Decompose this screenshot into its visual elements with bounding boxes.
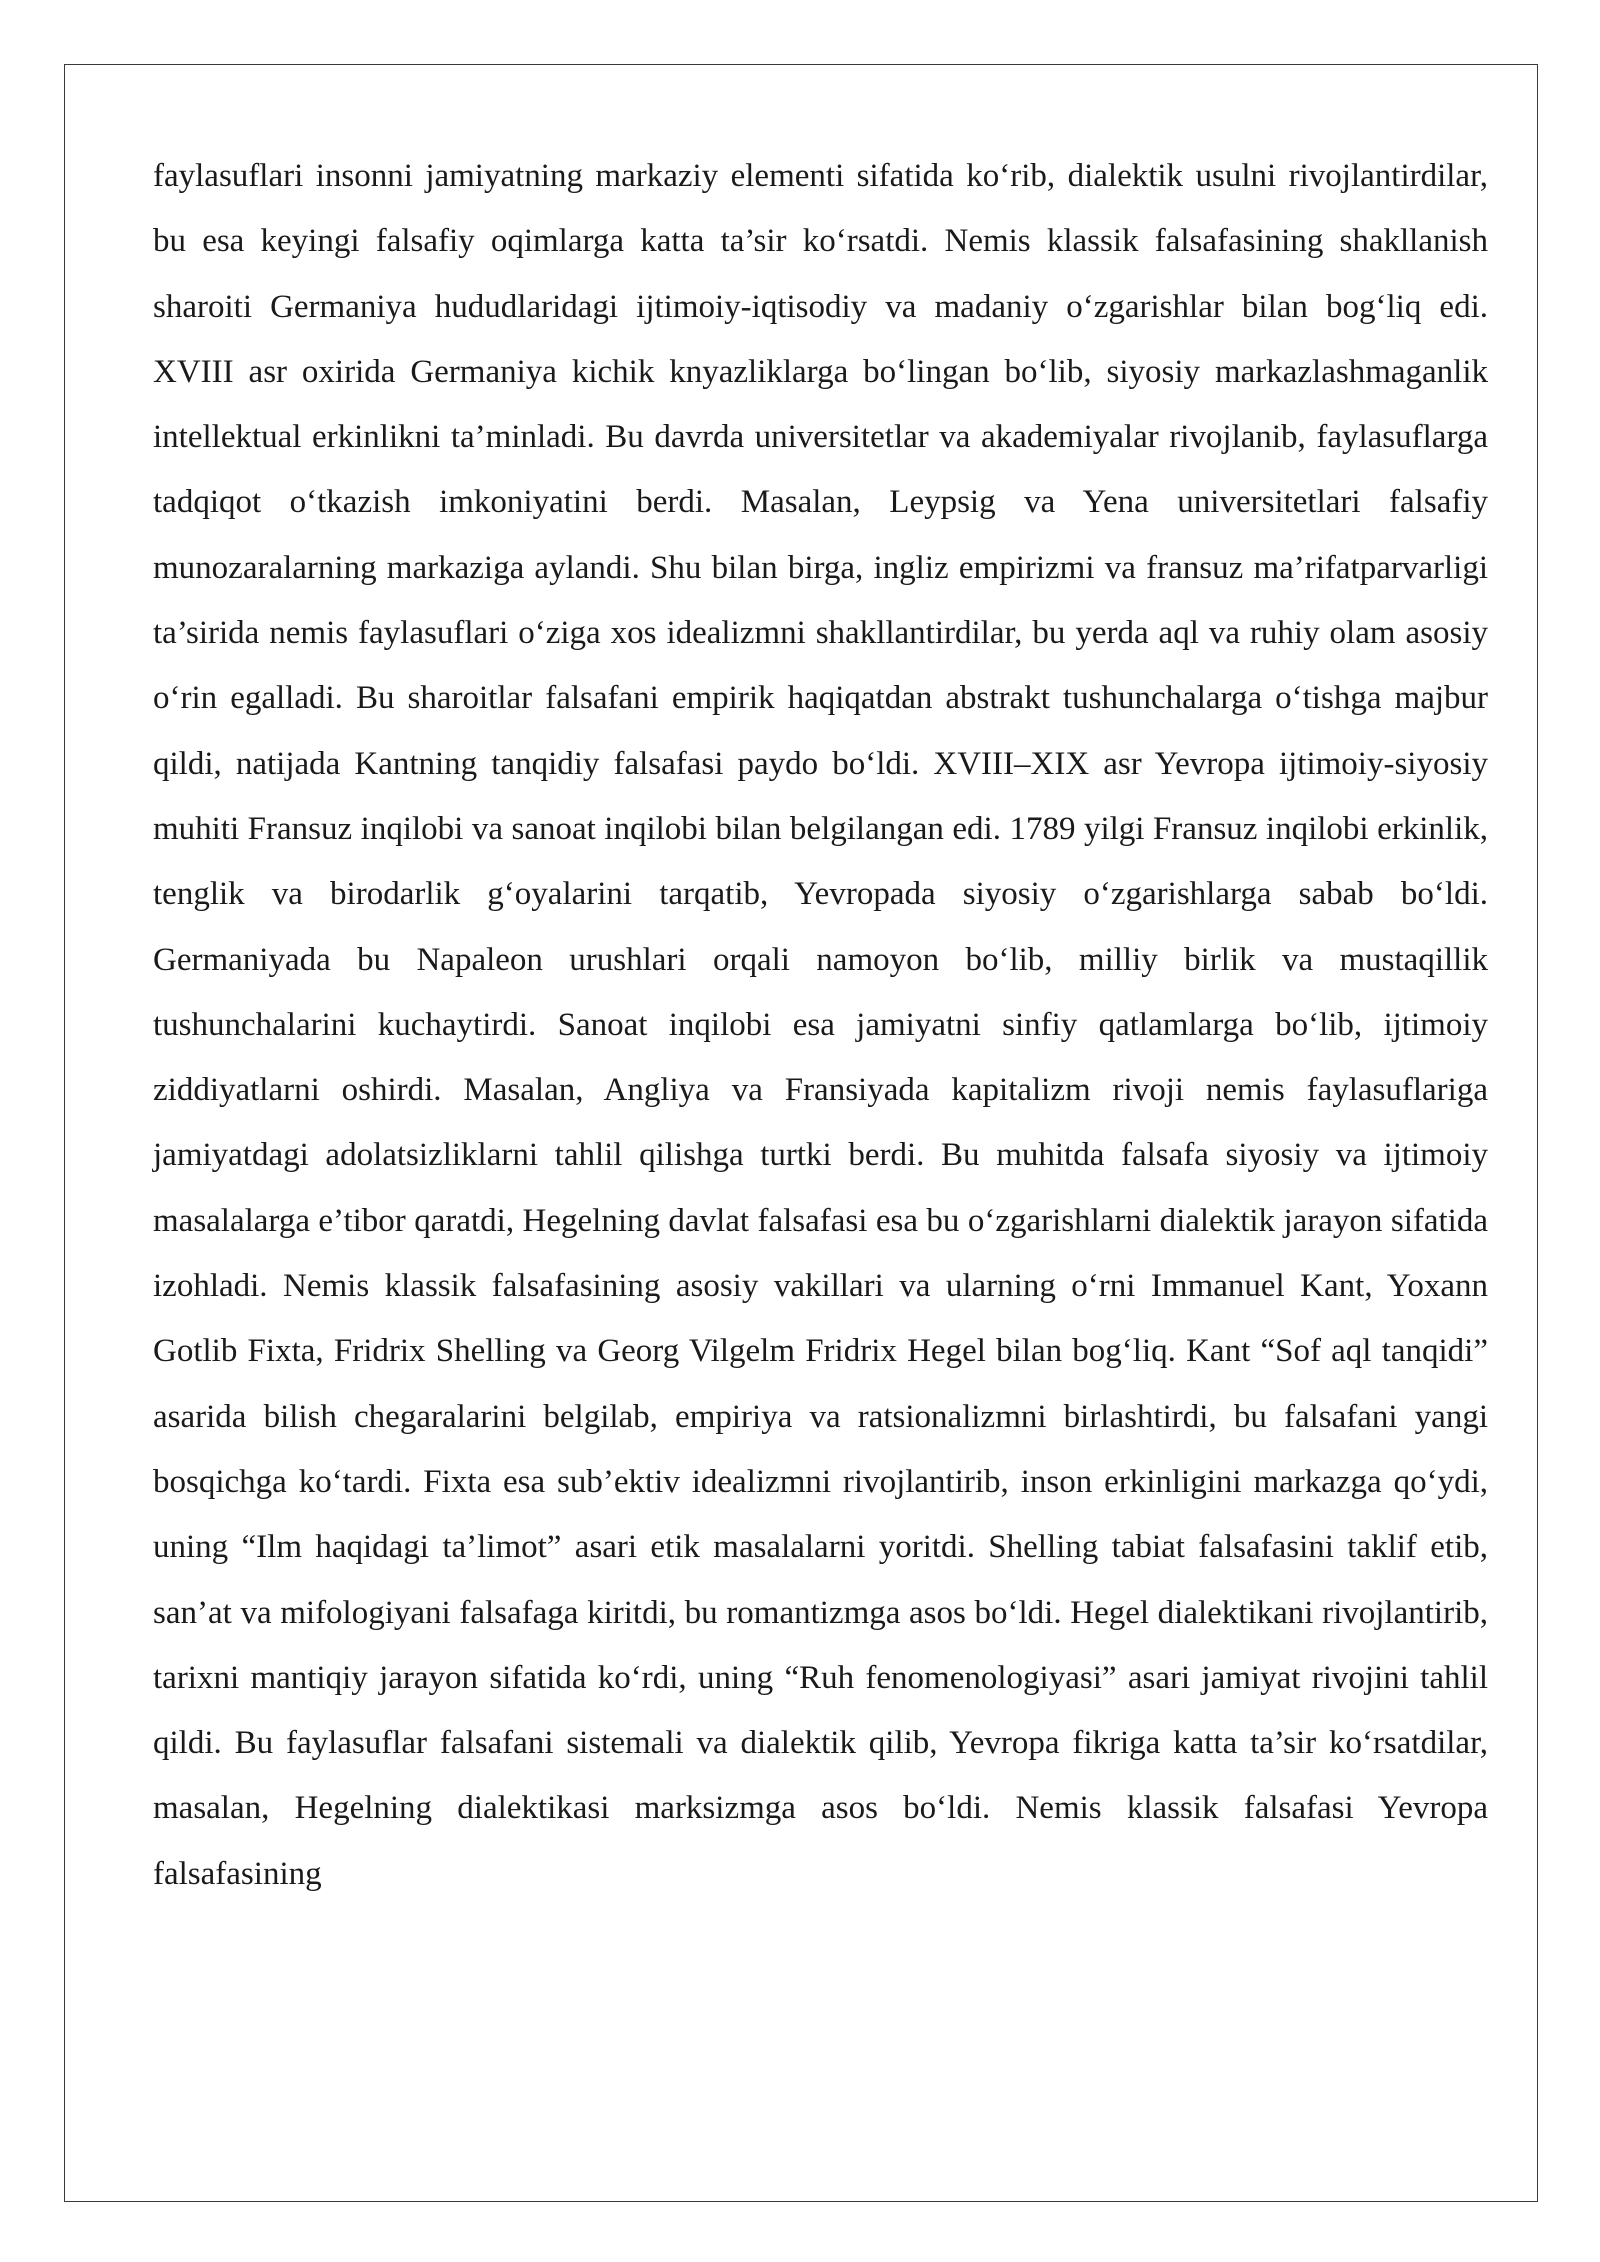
body-paragraph: faylasuflari insonni jamiyatning markaziy elementi sifatida ko‘rib, dialektik usulni rivojlantirdilar, bu esa keyingi falsafiy oqimlarga katta ta’sir ko‘rsatdi. Nemis klassik falsafasining shakllanish sharoiti Germaniya hududlaridagi ijtimoiy-iqtisodiy va madaniy o‘zgarishlar bilan bog‘liq edi. XVIII asr oxirida Germaniya kichik knyazliklarga bo‘lingan bo‘lib, siyosiy markazlashmaganlik intellektual erkinlikni ta’minladi. Bu davrda universitetlar va akademiyalar rivojlanib, faylasuflarga tadqiqot o‘tkazish imkoniyatini berdi. Masalan, Leypsig va Yena universitetlari falsafiy munozaralarning markaziga aylandi. Shu bilan birga, ingliz empirizmi va fransuz ma’rifatparvarligi ta’sirida nemis faylasuflari o‘ziga xos idealizmni shakllantirdilar, bu yerda aql va ruhiy olam asosiy o‘rin egalladi. Bu sharoitlar falsafani empirik haqiqatdan abstrakt tushunchalarga o‘tishga majbur qildi, natijada Kantning tanqidiy falsafasi paydo bo‘ldi. XVIII–XIX asr Yevropa ijtimoiy-siyosiy muhiti Fransuz inqilobi va sanoat inqilobi bilan belgilangan edi. 1789 yilgi Fransuz inqilobi erkinlik, tenglik va birodarlik g‘oyalarini tarqatib, Yevropada siyosiy o‘zgarishlarga sabab bo‘ldi. Germaniyada bu Napaleon urushlari orqali namoyon bo‘lib, milliy birlik va mustaqillik tushunchalarini kuchaytirdi. Sanoat inqilobi esa jamiyatni sinfiy qatlamlarga bo‘lib, ijtimoiy ziddiyatlarni oshirdi. Masalan, Angliya va Fransiyada kapitalizm rivoji nemis faylasuflariga jamiyatdagi adolatsizliklarni tahlil qilishga turtki berdi. Bu muhitda falsafa siyosiy va ijtimoiy masalalarga e’tibor qaratdi, Hegelning davlat falsafasi esa bu o‘zgarishlarni dialektik jarayon sifatida izohladi. Nemis klassik falsafasining asosiy vakillari va ularning o‘rni Immanuel Kant, Yoxann Gotlib Fixta, Fridrix Shelling va Georg Vilgelm Fridrix Hegel bilan bog‘liq. Kant “Sof aql tanqidi” asarida bilish chegaralarini belgilab, empiriya va ratsionalizmni birlashtirdi, bu falsafani yangi bosqichga ko‘tardi. Fixta esa sub’ektiv idealizmni rivojlantirib, inson erkinligini markazga qo‘ydi, uning “Ilm haqidagi ta’limot” asari etik masalalarni yoritdi. Shelling tabiat falsafasini taklif etib, san’at va mifologiyani falsafaga kiritdi, bu romantizmga asos bo‘ldi. Hegel dialektikani rivojlantirib, tarixni mantiqiy jarayon sifatida ko‘rdi, uning “Ruh fenomenologiyasi” asari jamiyat rivojini tahlil qildi. Bu faylasuflar falsafani sistemali va dialektik qilib, Yevropa fikriga katta ta’sir ko‘rsatdilar, masalan, Hegelning dialektikasi marksizmga asos bo‘ldi. Nemis klassik falsafasi Yevropa falsafasining	[153, 158, 1488, 1892]
